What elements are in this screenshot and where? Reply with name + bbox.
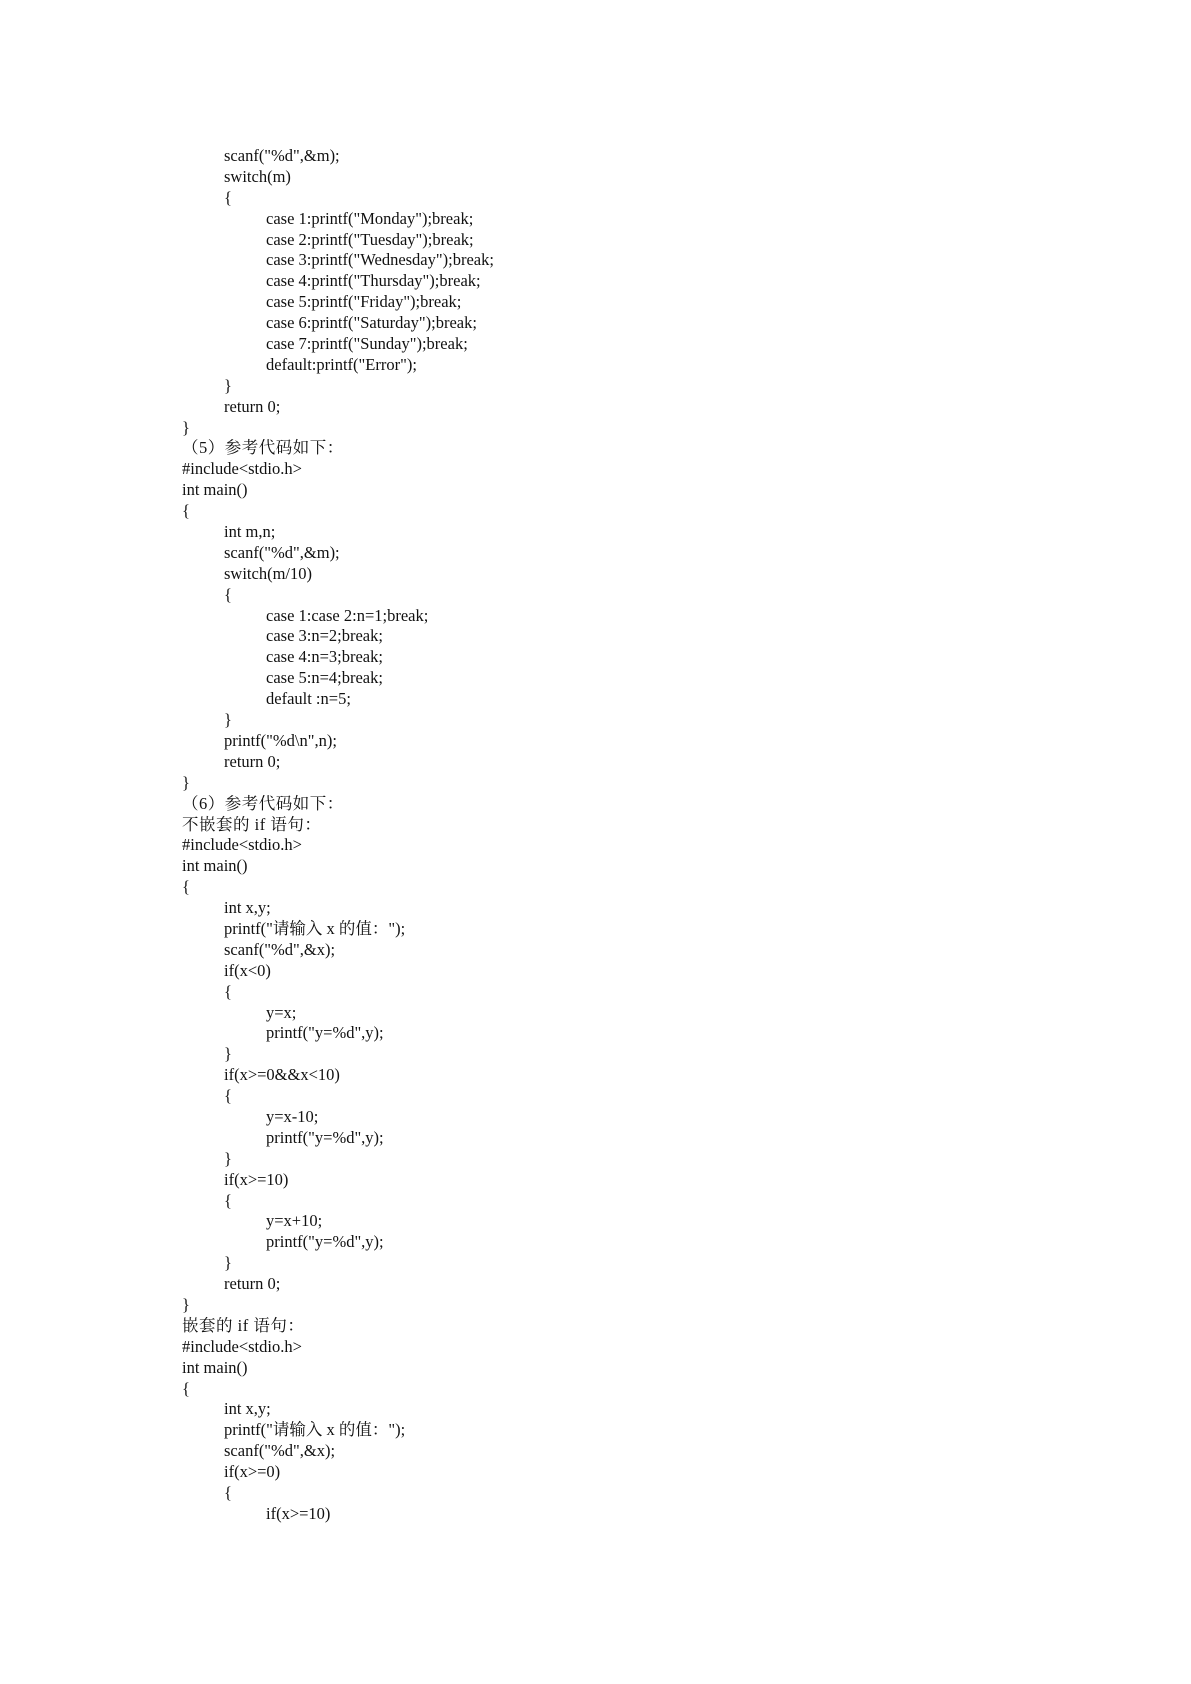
code-line: } [224,375,232,395]
code-line: default :n=5; [266,689,351,709]
code-line: y=x; [266,1002,297,1022]
code-line: #include<stdio.h> [182,459,302,479]
code-line: } [224,1253,232,1273]
code-line: int x,y; [224,1399,271,1419]
section-heading: 嵌套的 if 语句： [182,1315,305,1335]
code-line: scanf("%d",&m); [224,146,340,165]
code-line: } [182,772,190,792]
code-line: case 5:printf("Friday");break; [266,292,462,312]
code-line: if(x>=10) [224,1169,289,1189]
code-line: { [224,584,232,604]
code-line: #include<stdio.h> [182,835,302,855]
code-line: #include<stdio.h> [182,1336,302,1356]
code-line: printf("y=%d",y); [266,1127,384,1147]
code-line: } [224,1044,232,1064]
code-line: if(x>=10) [266,1503,331,1523]
code-line: case 5:n=4;break; [266,668,383,688]
code-line: case 2:printf("Tuesday");break; [266,229,474,249]
section-heading: （5）参考代码如下： [182,438,344,458]
code-line: { [182,1378,190,1398]
code-line: if(x>=0&&x<10) [224,1065,340,1085]
code-line: printf("%d\n",n); [224,730,337,750]
code-line: case 6:printf("Saturday");break; [266,313,477,333]
code-listing [182,146,1082,1525]
code-line: return 0; [224,1274,281,1294]
code-line: case 3:n=2;break; [266,626,383,646]
code-line: if(x<0) [224,960,271,980]
code-line: case 4:n=3;break; [266,647,383,667]
code-line: case 7:printf("Sunday");break; [266,334,468,354]
code-line: { [224,1086,232,1106]
code-line: { [224,1483,232,1502]
code-line: } [182,1294,190,1314]
code-line: return 0; [224,396,281,416]
code-line: scanf("%d",&x); [224,939,336,959]
code-line: { [224,187,232,207]
code-line: return 0; [224,751,281,771]
code-line: int x,y; [224,898,271,918]
code-line: if(x>=0) [224,1462,281,1482]
code-line: switch(m) [224,166,291,186]
code-line: } [182,417,190,437]
code-line: y=x+10; [266,1211,323,1231]
code-line: printf("y=%d",y); [266,1023,384,1043]
code-line: { [182,877,190,897]
code-line: } [224,710,232,730]
code-line: } [224,1148,232,1168]
code-line: printf("y=%d",y); [266,1232,384,1252]
section-heading: （6）参考代码如下： [182,793,344,813]
code-line: scanf("%d",&m); [224,542,340,562]
code-line: case 3:printf("Wednesday");break; [266,250,494,270]
code-line: case 1:printf("Monday");break; [266,208,474,228]
section-heading: 不嵌套的 if 语句： [182,814,322,834]
code-line: scanf("%d",&x); [224,1441,336,1461]
code-line: { [224,981,232,1001]
code-line: y=x-10; [266,1106,319,1126]
code-line: case 1:case 2:n=1;break; [266,605,429,625]
code-line: printf("请输入 x 的值："); [224,918,406,938]
code-line: { [182,501,190,521]
code-line: printf("请输入 x 的值："); [224,1420,406,1440]
code-line: int m,n; [224,522,276,542]
code-line: int main() [182,480,248,500]
code-line: default:printf("Error"); [266,354,417,374]
code-line: case 4:printf("Thursday");break; [266,271,481,291]
code-line: { [224,1190,232,1210]
code-line: switch(m/10) [224,563,312,583]
code-line: int main() [182,856,248,876]
code-line: int main() [182,1357,248,1377]
